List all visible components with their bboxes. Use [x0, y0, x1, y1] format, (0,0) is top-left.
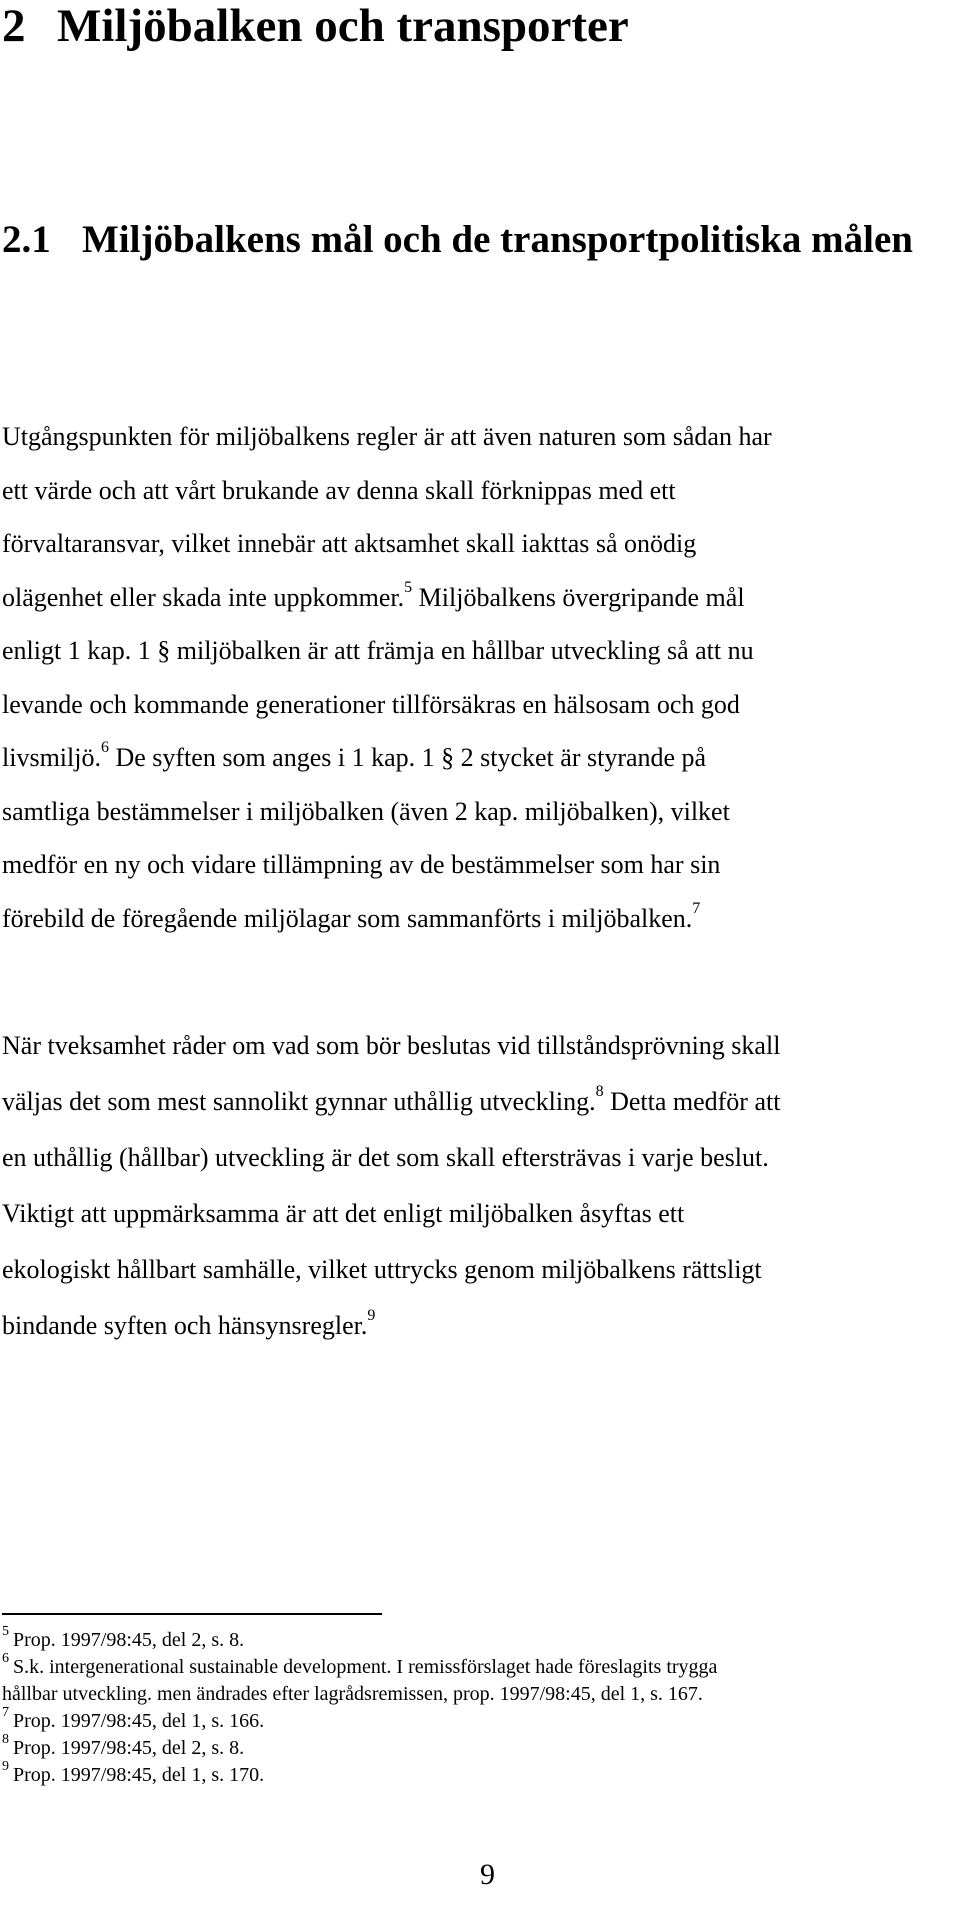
chapter-title: Miljöbalken och transporter: [57, 0, 629, 52]
section-heading: [2, 212, 942, 267]
footnote-ref-8[interactable]: 8: [595, 1083, 604, 1101]
footnote-ref-7[interactable]: 7: [692, 899, 701, 917]
footnote-number: 6: [2, 1651, 9, 1667]
footnote-text: Prop. 1997/98:45, del 2, s. 8.: [13, 1629, 245, 1651]
footnote-6-continued: [2, 1681, 952, 1708]
body-paragraph-2: [2, 1018, 952, 1354]
footnote-text: Prop. 1997/98:45, del 1, s. 166.: [13, 1710, 265, 1732]
footnote-number: 7: [2, 1705, 9, 1721]
footnote-ref-5[interactable]: 5: [404, 578, 413, 596]
paragraph-line: När tveksamhet råder om vad som bör beslutas vid tillståndsprövning skall: [2, 1031, 781, 1060]
chapter-number: 2: [2, 0, 26, 52]
footnote-text: Prop. 1997/98:45, del 1, s. 170.: [13, 1764, 265, 1786]
footnote-number: 5: [2, 1624, 9, 1640]
paragraph-line: en uthållig (hållbar) utveckling är det som skall eftersträvas i varje beslut.: [2, 1143, 769, 1172]
paragraph-text: väljas det som mest sannolikt gynnar uthållig utveckling.: [2, 1087, 596, 1116]
section-number: 2.1: [2, 218, 51, 261]
footnote-text: hållbar utveckling. men ändrades efter lagrådsremissen, prop. 1997/98:45, del 1, s. 167.: [2, 1683, 703, 1705]
paragraph-line: levande och kommande generationer tillförsäkras en hälsosam och god: [2, 689, 740, 719]
paragraph-line: samtliga bestämmelser i miljöbalken (även 2 kap. miljöbalken), vilket: [2, 796, 730, 826]
footnote-number: 9: [2, 1759, 9, 1775]
paragraph-line: ett värde och att vårt brukande av denna skall förknippas med ett: [2, 475, 676, 505]
footnote-9: [2, 1759, 952, 1789]
footnote-8: [2, 1732, 952, 1762]
body-paragraph-1: [2, 410, 952, 945]
paragraph-line: enligt 1 kap. 1 § miljöbalken är att främja en hållbar utveckling så att nu: [2, 636, 754, 665]
chapter-heading: [2, 0, 629, 52]
paragraph-line: ekologiskt hållbart samhälle, vilket uttrycks genom miljöbalkens rättsligt: [2, 1255, 762, 1284]
footnote-7: [2, 1705, 952, 1735]
paragraph-line: [2, 731, 952, 785]
paragraph-text: De syften som anges i 1 kap. 1 § 2 stycket är styrande på: [108, 743, 707, 772]
paragraph-line: [2, 892, 952, 946]
footnote-text: Prop. 1997/98:45, del 2, s. 8.: [13, 1737, 245, 1759]
paragraph-text: Detta medför att: [603, 1087, 781, 1116]
paragraph-line: medför en ny och vidare tillämpning av de bestämmelser som har sin: [2, 850, 721, 879]
paragraph-text: förebild de föregående miljölagar som sammanförts i miljöbalken.: [2, 903, 693, 933]
footnotes: [2, 1624, 952, 1789]
footnote-ref-6[interactable]: 6: [100, 739, 109, 757]
paragraph-line: förvaltaransvar, vilket innebär att aktsamhet skall iakttas så onödig: [2, 529, 697, 558]
paragraph-text: livsmiljö.: [2, 743, 101, 772]
paragraph-line: [2, 1298, 952, 1354]
paragraph-text: bindande syften och hänsynsregler.: [2, 1311, 368, 1340]
footnote-ref-9[interactable]: 9: [367, 1307, 376, 1325]
paragraph-line: Utgångspunkten för miljöbalkens regler är att även naturen som sådan har: [2, 422, 772, 451]
footnote-text: S.k. intergenerational sustainable development. I remissförslaget hade föreslagits trygga: [13, 1656, 718, 1678]
paragraph-text: olägenhet eller skada inte uppkommer.: [2, 582, 405, 612]
footnote-number: 8: [2, 1732, 9, 1748]
paragraph-text: Miljöbalkens övergripande mål: [412, 582, 745, 612]
paragraph-line: [2, 1074, 952, 1130]
paragraph-line: [2, 571, 952, 625]
footnote-separator: [2, 1613, 382, 1615]
page-number: 9: [480, 1858, 495, 1891]
paragraph-line: Viktigt att uppmärksamma är att det enligt miljöbalken åsyftas ett: [2, 1199, 685, 1228]
footnote-5: [2, 1624, 952, 1654]
section-title: Miljöbalkens mål och de transportpolitiska målen: [82, 218, 913, 261]
footnote-6: [2, 1651, 952, 1681]
